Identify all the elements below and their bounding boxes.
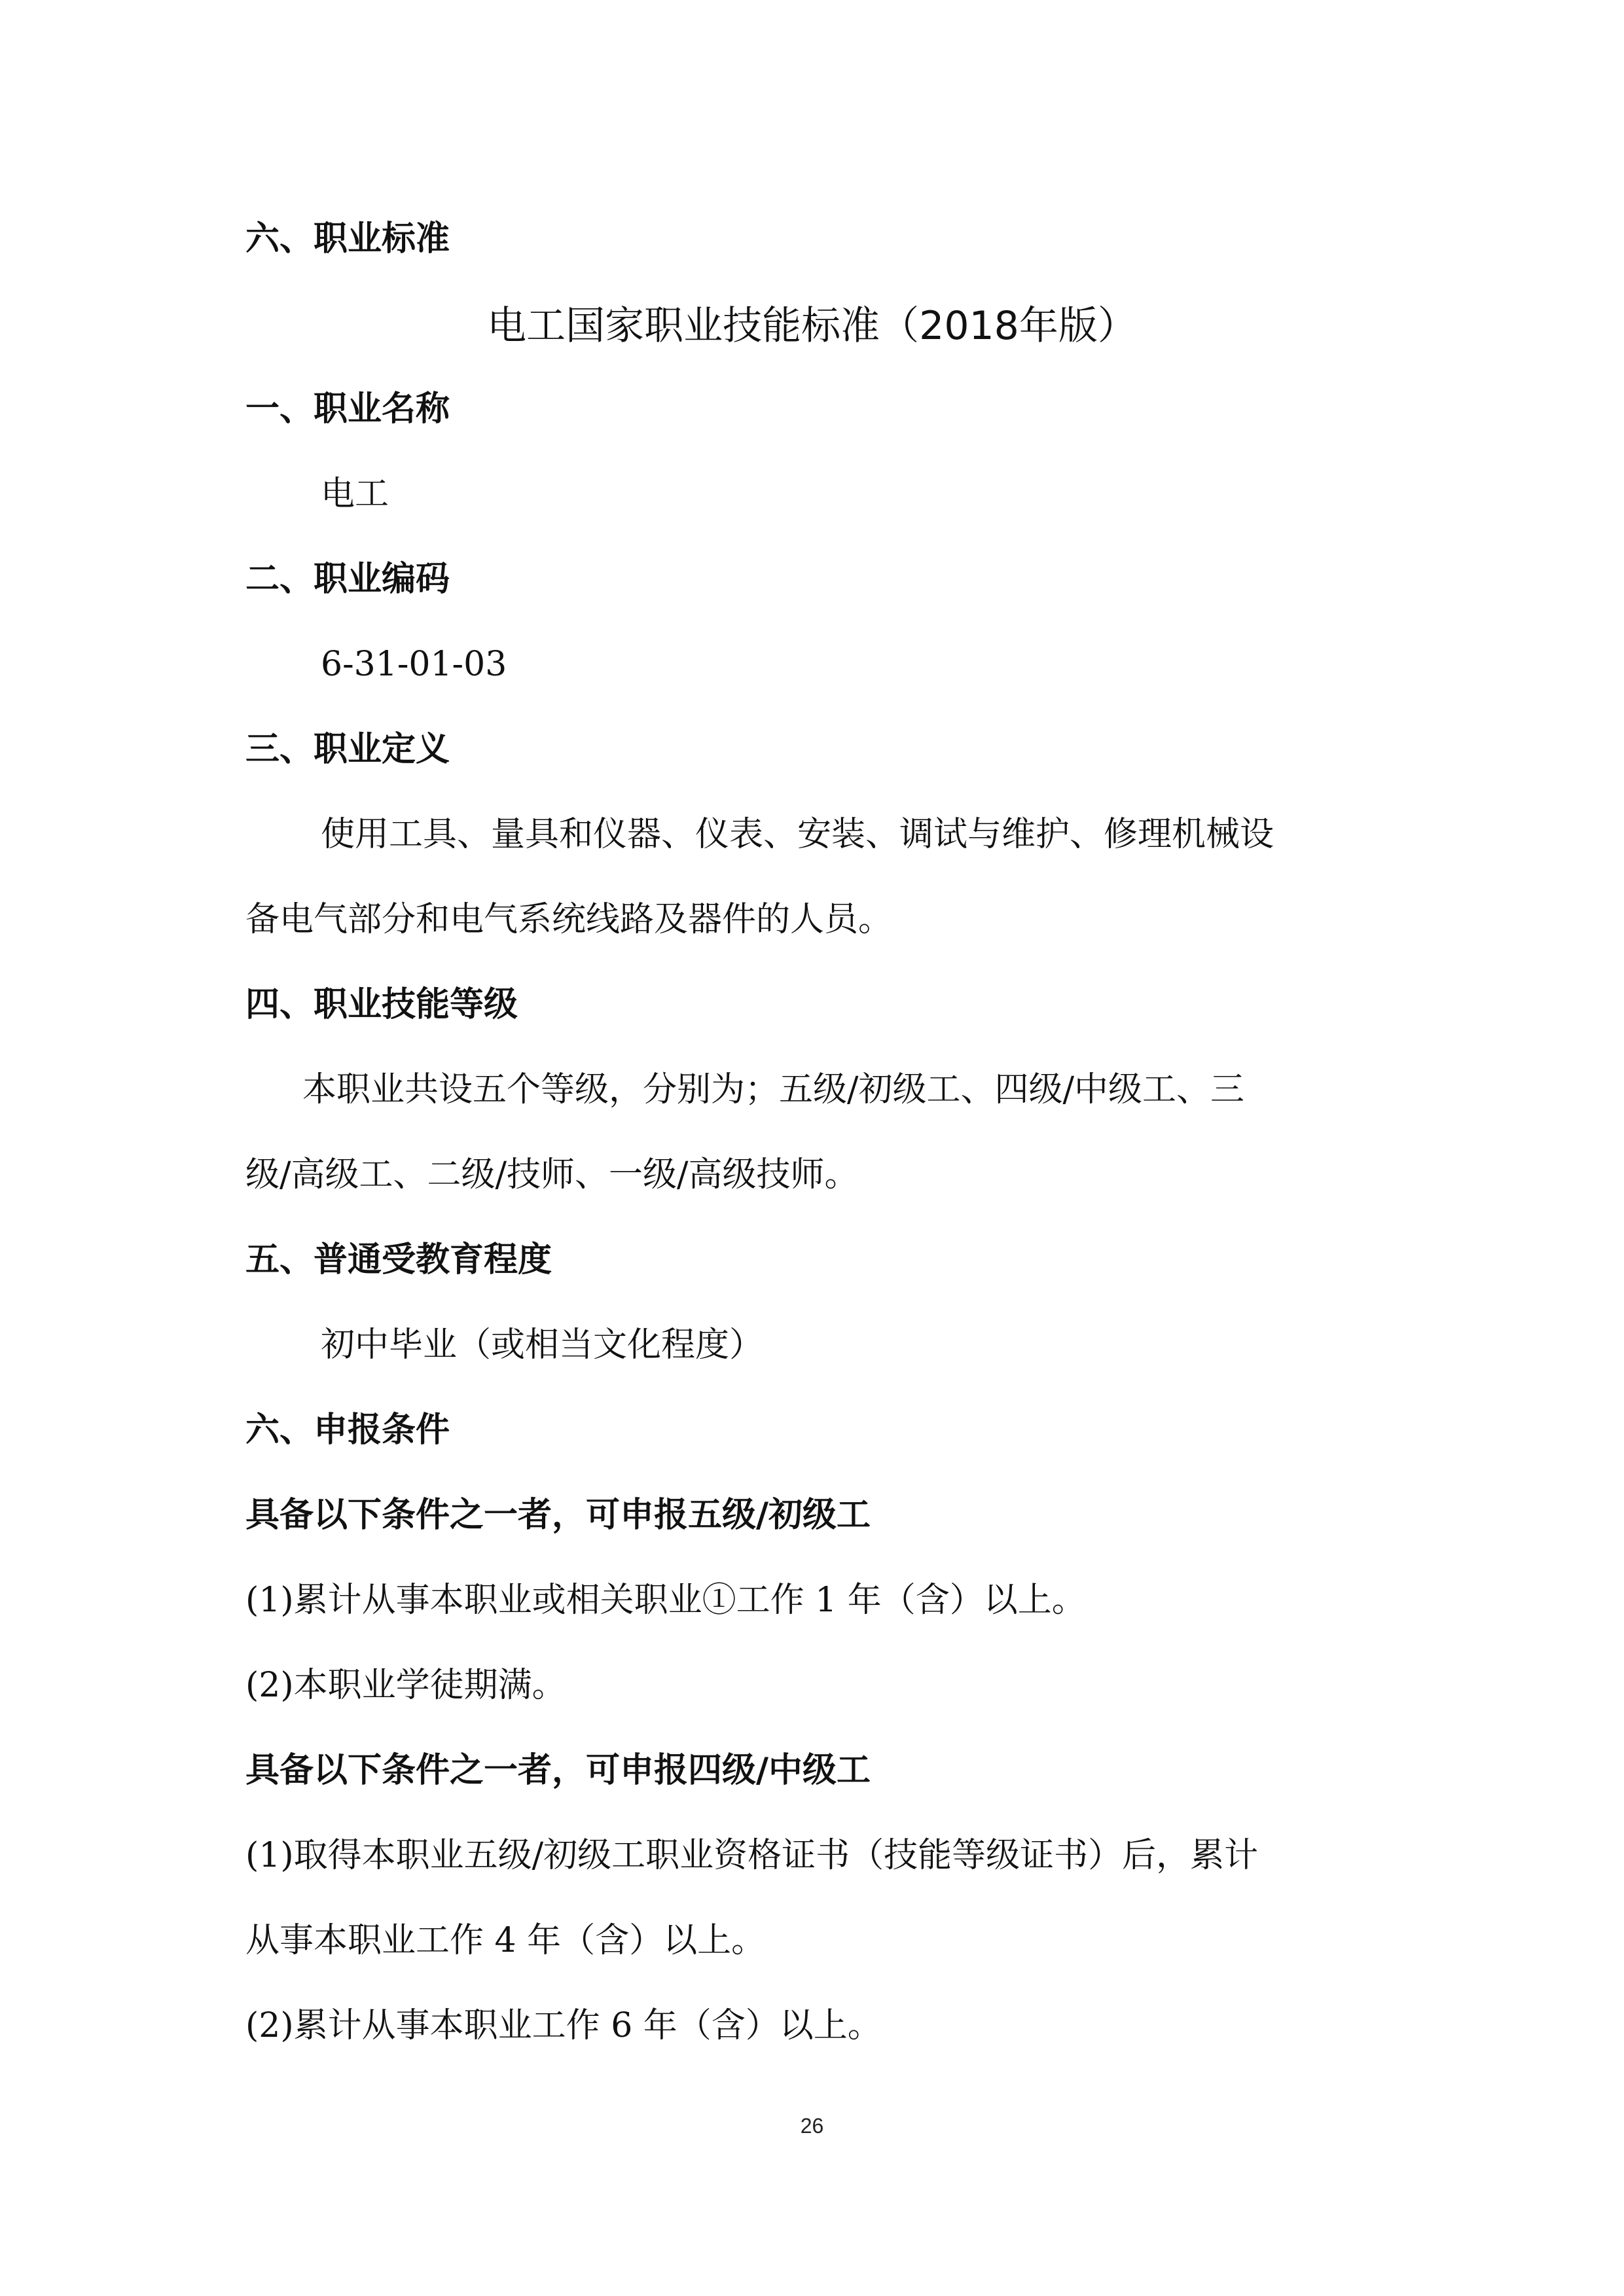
- level4-condition-1-line-1: (1)取得本职业五级/初级工职业资格证书（技能等级证书）后，累计: [245, 1836, 1259, 1875]
- occupation-name-text: 电工: [321, 475, 389, 514]
- occupation-name-heading: 一、职业名称: [245, 389, 450, 429]
- level5-conditions-heading: 具备以下条件之一者，可申报五级/初级工: [245, 1496, 871, 1535]
- level4-conditions-heading: 具备以下条件之一者，可申报四级/中级工: [245, 1751, 871, 1790]
- occupation-definition-line-2: 备电气部分和电气系统线路及器件的人员。: [245, 900, 893, 939]
- occupation-code-heading: 二、职业编码: [245, 560, 450, 599]
- application-conditions-heading: 六、申报条件: [245, 1410, 450, 1450]
- level5-condition-2: (2)本职业学徒期满。: [245, 1666, 566, 1705]
- occupation-code-text: 6-31-01-03: [321, 645, 507, 684]
- skill-levels-line-1: 本职业共设五个等级，分别为；五级/初级工、四级/中级工、三: [302, 1070, 1245, 1109]
- skill-levels-line-2: 级/高级工、二级/技师、一级/高级技师。: [245, 1155, 859, 1194]
- section-heading: 六、职业标准: [245, 219, 450, 259]
- skill-levels-heading: 四、职业技能等级: [245, 985, 518, 1024]
- level4-condition-1-line-2: 从事本职业工作 4 年（含）以上。: [245, 1921, 766, 1960]
- document-title: 电工国家职业技能标准（2018年版）: [487, 303, 1137, 349]
- occupation-definition-heading: 三、职业定义: [245, 730, 450, 769]
- level4-condition-2: (2)累计从事本职业工作 6 年（含）以上。: [245, 2006, 882, 2045]
- education-text: 初中毕业（或相当文化程度）: [321, 1325, 764, 1365]
- page-number: 26: [800, 2114, 824, 2138]
- level5-condition-1: (1)累计从事本职业或相关职业①工作 1 年（含）以上。: [245, 1581, 1086, 1620]
- education-heading: 五、普通受教育程度: [245, 1240, 552, 1280]
- occupation-definition-line-1: 使用工具、量具和仪器、仪表、安装、调试与维护、修理机械设: [321, 815, 1274, 854]
